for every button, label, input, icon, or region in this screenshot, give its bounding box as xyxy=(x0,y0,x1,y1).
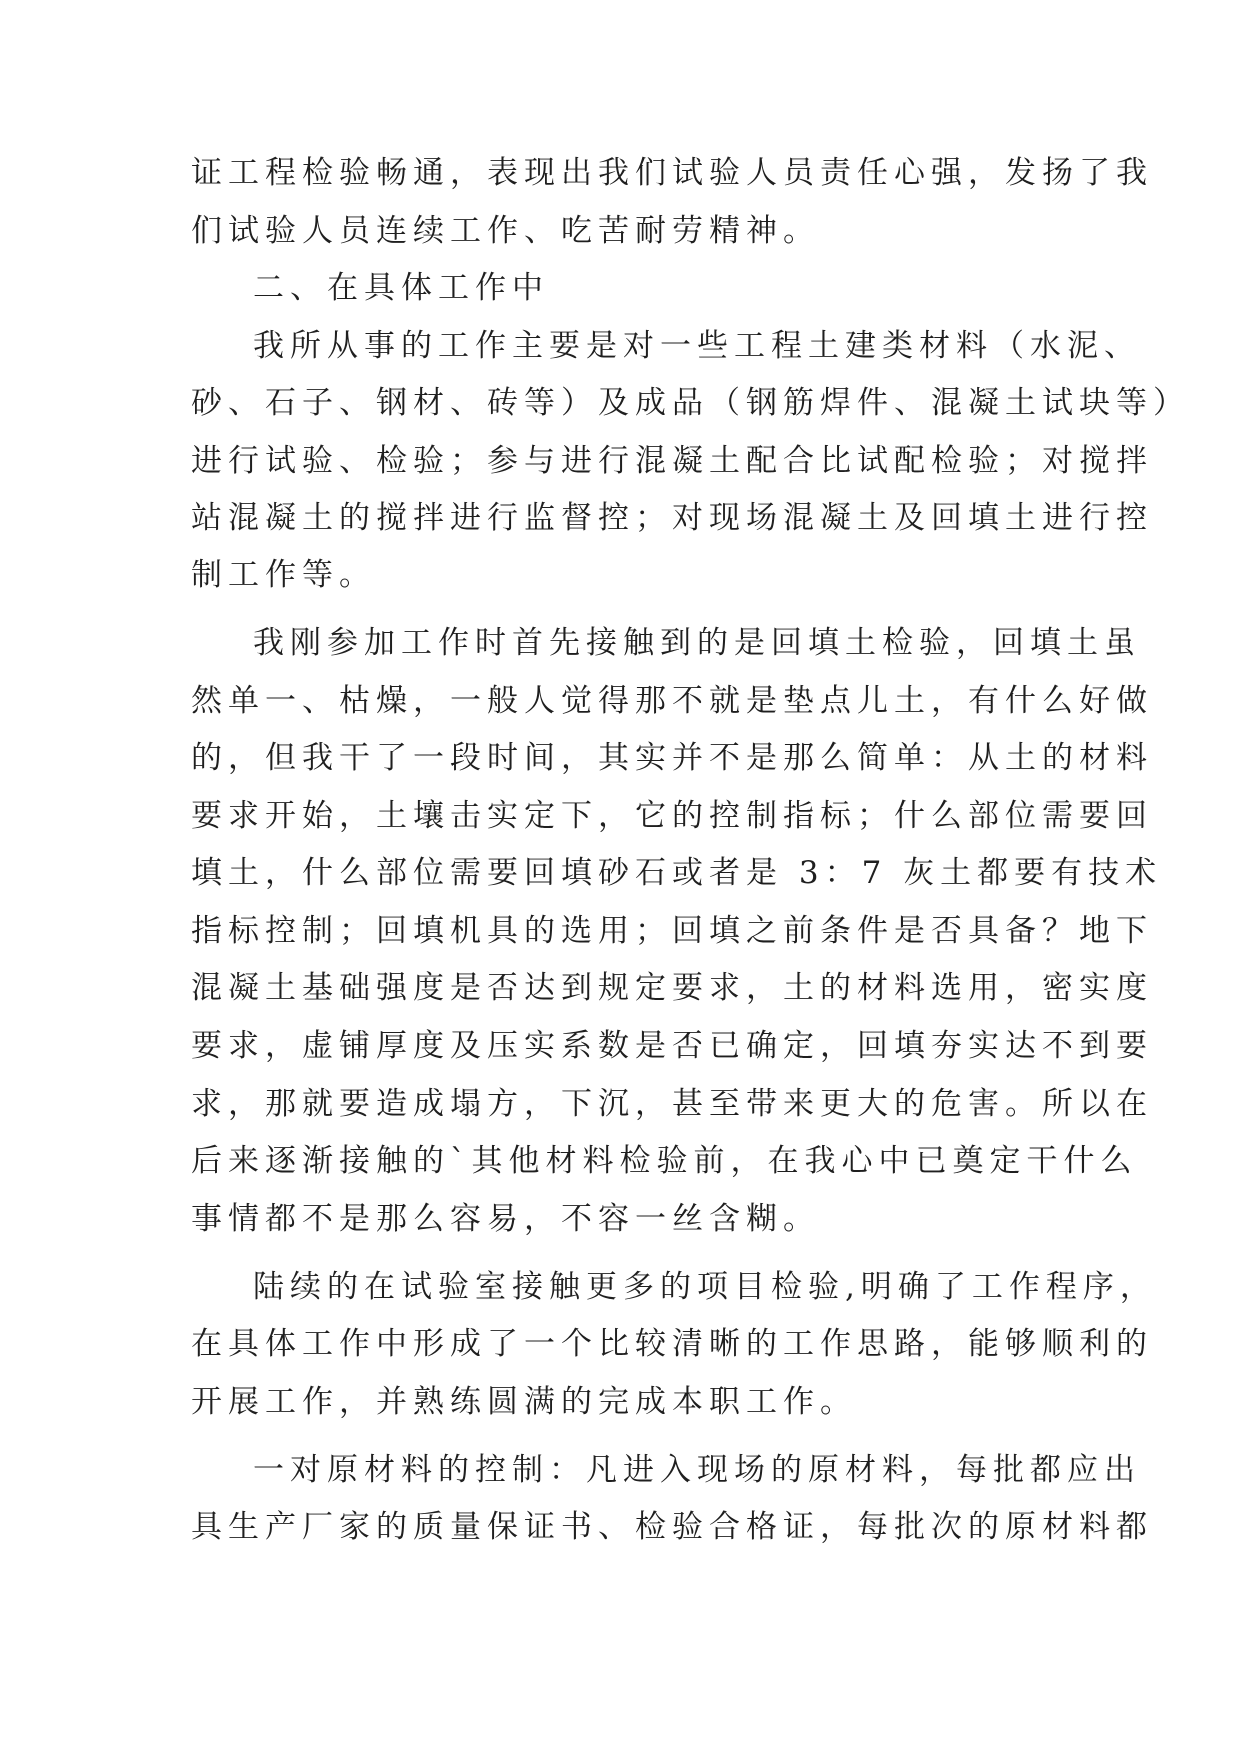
text-line: 求，那就要造成塌方，下沉，甚至带来更大的危害。所以在 xyxy=(191,1086,1153,1122)
text-line: 开展工作，并熟练圆满的完成本职工作。 xyxy=(191,1384,857,1420)
text-line: 具生产厂家的质量保证书、检验合格证，每批次的原材料都 xyxy=(191,1509,1153,1545)
text-line: 证工程检验畅通，表现出我们试验人员责任心强，发扬了我 xyxy=(191,155,1153,191)
text-line: 混凝土基础强度是否达到规定要求，土的材料选用，密实度 xyxy=(191,970,1153,1006)
text-line: 要求，虚铺厚度及压实系数是否已确定，回填夯实达不到要 xyxy=(191,1028,1153,1064)
text-line: 的，但我干了一段时间，其实并不是那么简单：从土的材料 xyxy=(191,740,1153,776)
text-line: 后来逐渐接触的`其他材料检验前，在我心中已奠定干什么 xyxy=(191,1143,1138,1179)
text-line: 指标控制；回填机具的选用；回填之前条件是否具备？地下 xyxy=(191,913,1153,949)
text-line: 一对原材料的控制：凡进入现场的原材料，每批都应出 xyxy=(253,1452,1141,1488)
text-line: 事情都不是那么容易，不容一丝含糊。 xyxy=(191,1201,820,1237)
text-line: 制工作等。 xyxy=(191,557,376,593)
text-line: 站混凝土的搅拌进行监督控；对现场混凝土及回填土进行控 xyxy=(191,500,1153,536)
text-line: 要求开始，土壤击实定下，它的控制指标；什么部位需要回 xyxy=(191,798,1153,834)
text-line: 我刚参加工作时首先接触到的是回填土检验，回填土虽 xyxy=(253,625,1141,661)
text-line: 进行试验、检验；参与进行混凝土配合比试配检验；对搅拌 xyxy=(191,443,1153,479)
text-line: 们试验人员连续工作、吃苦耐劳精神。 xyxy=(191,213,820,249)
text-line: 我所从事的工作主要是对一些工程土建类材料（水泥、 xyxy=(253,328,1141,364)
text-line: 陆续的在试验室接触更多的项目检验,明确了工作程序， xyxy=(253,1269,1157,1305)
text-line: 砂、石子、钢材、砖等）及成品（钢筋焊件、混凝土试块等） xyxy=(191,385,1190,421)
section-heading: 二、在具体工作中 xyxy=(253,270,549,306)
text-line: 然单一、枯燥，一般人觉得那不就是垫点儿土，有什么好做 xyxy=(191,683,1153,719)
text-line: 填土，什么部位需要回填砂石或者是 3：7 灰土都要有技术 xyxy=(191,855,1163,891)
text-line: 在具体工作中形成了一个比较清晰的工作思路，能够顺利的 xyxy=(191,1326,1153,1362)
